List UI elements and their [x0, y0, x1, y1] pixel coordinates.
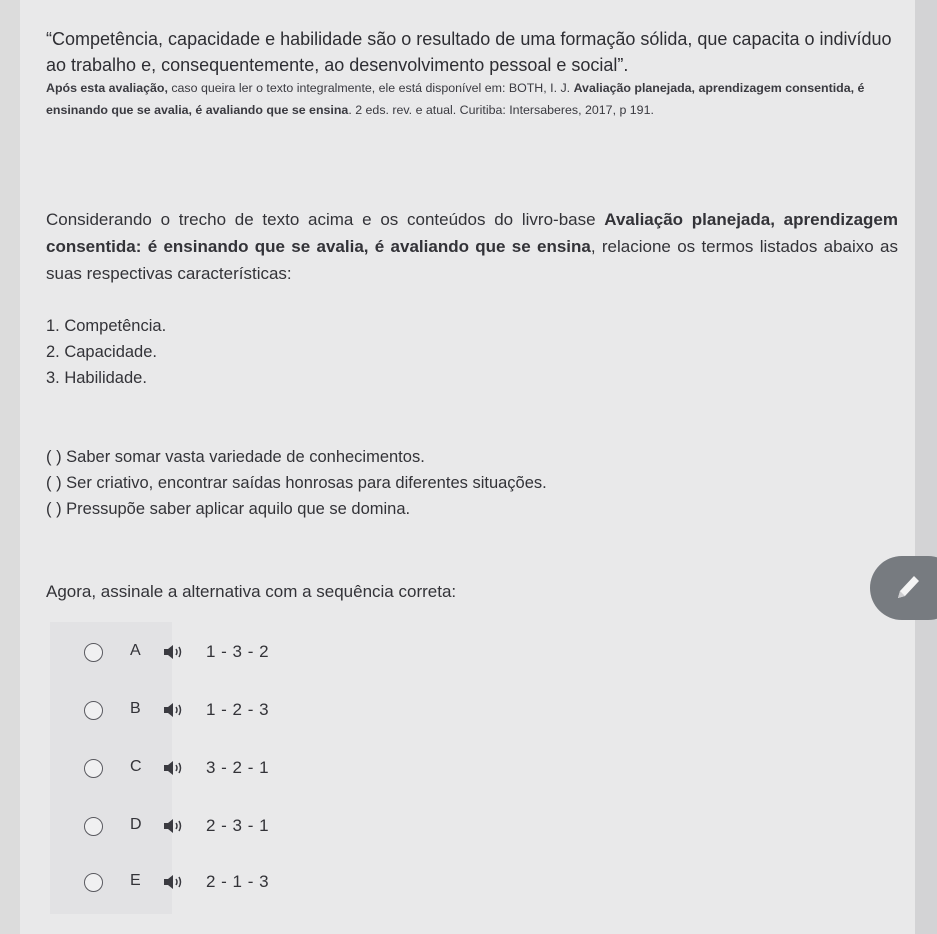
- speaker-icon[interactable]: [162, 759, 184, 777]
- option-letter: C: [130, 758, 142, 775]
- radio-button-e[interactable]: [84, 873, 103, 892]
- characteristic-item: ( ) Saber somar vasta variedade de conhecimentos.: [46, 448, 425, 466]
- option-a[interactable]: [50, 634, 350, 674]
- option-letter: B: [130, 700, 141, 717]
- question-page: [20, 0, 915, 934]
- citation: [46, 77, 908, 121]
- option-letter: E: [130, 872, 141, 889]
- term-item: 2. Capacidade.: [46, 343, 157, 361]
- pencil-icon: [894, 572, 922, 602]
- citation-source: caso queira ler o texto integralmente, ele está disponível em: BOTH, I. J.: [167, 81, 574, 95]
- statement-book-title: Avaliação planejada, aprendizagem consentida: é ensinando que se avalia, é avaliando que se ensina: [46, 210, 898, 256]
- characteristics-list: [46, 444, 547, 522]
- option-b[interactable]: [50, 692, 350, 732]
- question-statement: [46, 206, 898, 287]
- option-answer: 3 - 2 - 1: [206, 758, 270, 777]
- answer-prompt: Agora, assinale a alternativa com a sequência correta:: [46, 582, 457, 601]
- characteristic-item: ( ) Pressupõe saber aplicar aquilo que se domina.: [46, 500, 411, 518]
- citation-lead: Após esta avaliação,: [46, 81, 168, 95]
- terms-list: [46, 313, 166, 391]
- option-d[interactable]: [50, 808, 350, 848]
- option-c[interactable]: [50, 750, 350, 790]
- term-item: 3. Habilidade.: [46, 369, 147, 387]
- term-item: 1. Competência.: [46, 317, 167, 335]
- annotate-button[interactable]: [870, 556, 937, 620]
- option-answer: 2 - 3 - 1: [206, 816, 270, 835]
- quote-text: “Competência, capacidade e habilidade são o resultado de uma formação sólida, que capacita o indivíduo ao trabalho e, consequentemente, ao desenvolvimento pessoal e social”.: [46, 29, 892, 75]
- characteristic-item: ( ) Ser criativo, encontrar saídas honrosas para diferentes situações.: [46, 474, 547, 492]
- option-answer: 1 - 2 - 3: [206, 700, 270, 719]
- citation-book-title: Avaliação planejada, aprendizagem consentida, é ensinando que se avalia, é avaliando que se ensina: [46, 81, 865, 117]
- option-e[interactable]: [50, 864, 350, 904]
- speaker-icon[interactable]: [162, 873, 184, 891]
- statement-part-1: Considerando o trecho de texto acima e os conteúdos do livro-base: [46, 210, 605, 229]
- option-answer: 2 - 1 - 3: [206, 872, 270, 891]
- speaker-icon[interactable]: [162, 817, 184, 835]
- option-letter: A: [130, 642, 141, 659]
- option-letter: D: [130, 816, 142, 833]
- radio-button-b[interactable]: [84, 701, 103, 720]
- option-answer: 1 - 3 - 2: [206, 642, 270, 661]
- radio-button-a[interactable]: [84, 643, 103, 662]
- speaker-icon[interactable]: [162, 643, 184, 661]
- radio-button-d[interactable]: [84, 817, 103, 836]
- statement-part-2: , relacione os termos listados abaixo as suas respectivas características:: [46, 237, 898, 283]
- speaker-icon[interactable]: [162, 701, 184, 719]
- citation-details: . 2 eds. rev. e atual. Curitiba: Intersaberes, 2017, p 191.: [348, 103, 654, 117]
- right-scroll-gutter: [915, 0, 937, 934]
- radio-button-c[interactable]: [84, 759, 103, 778]
